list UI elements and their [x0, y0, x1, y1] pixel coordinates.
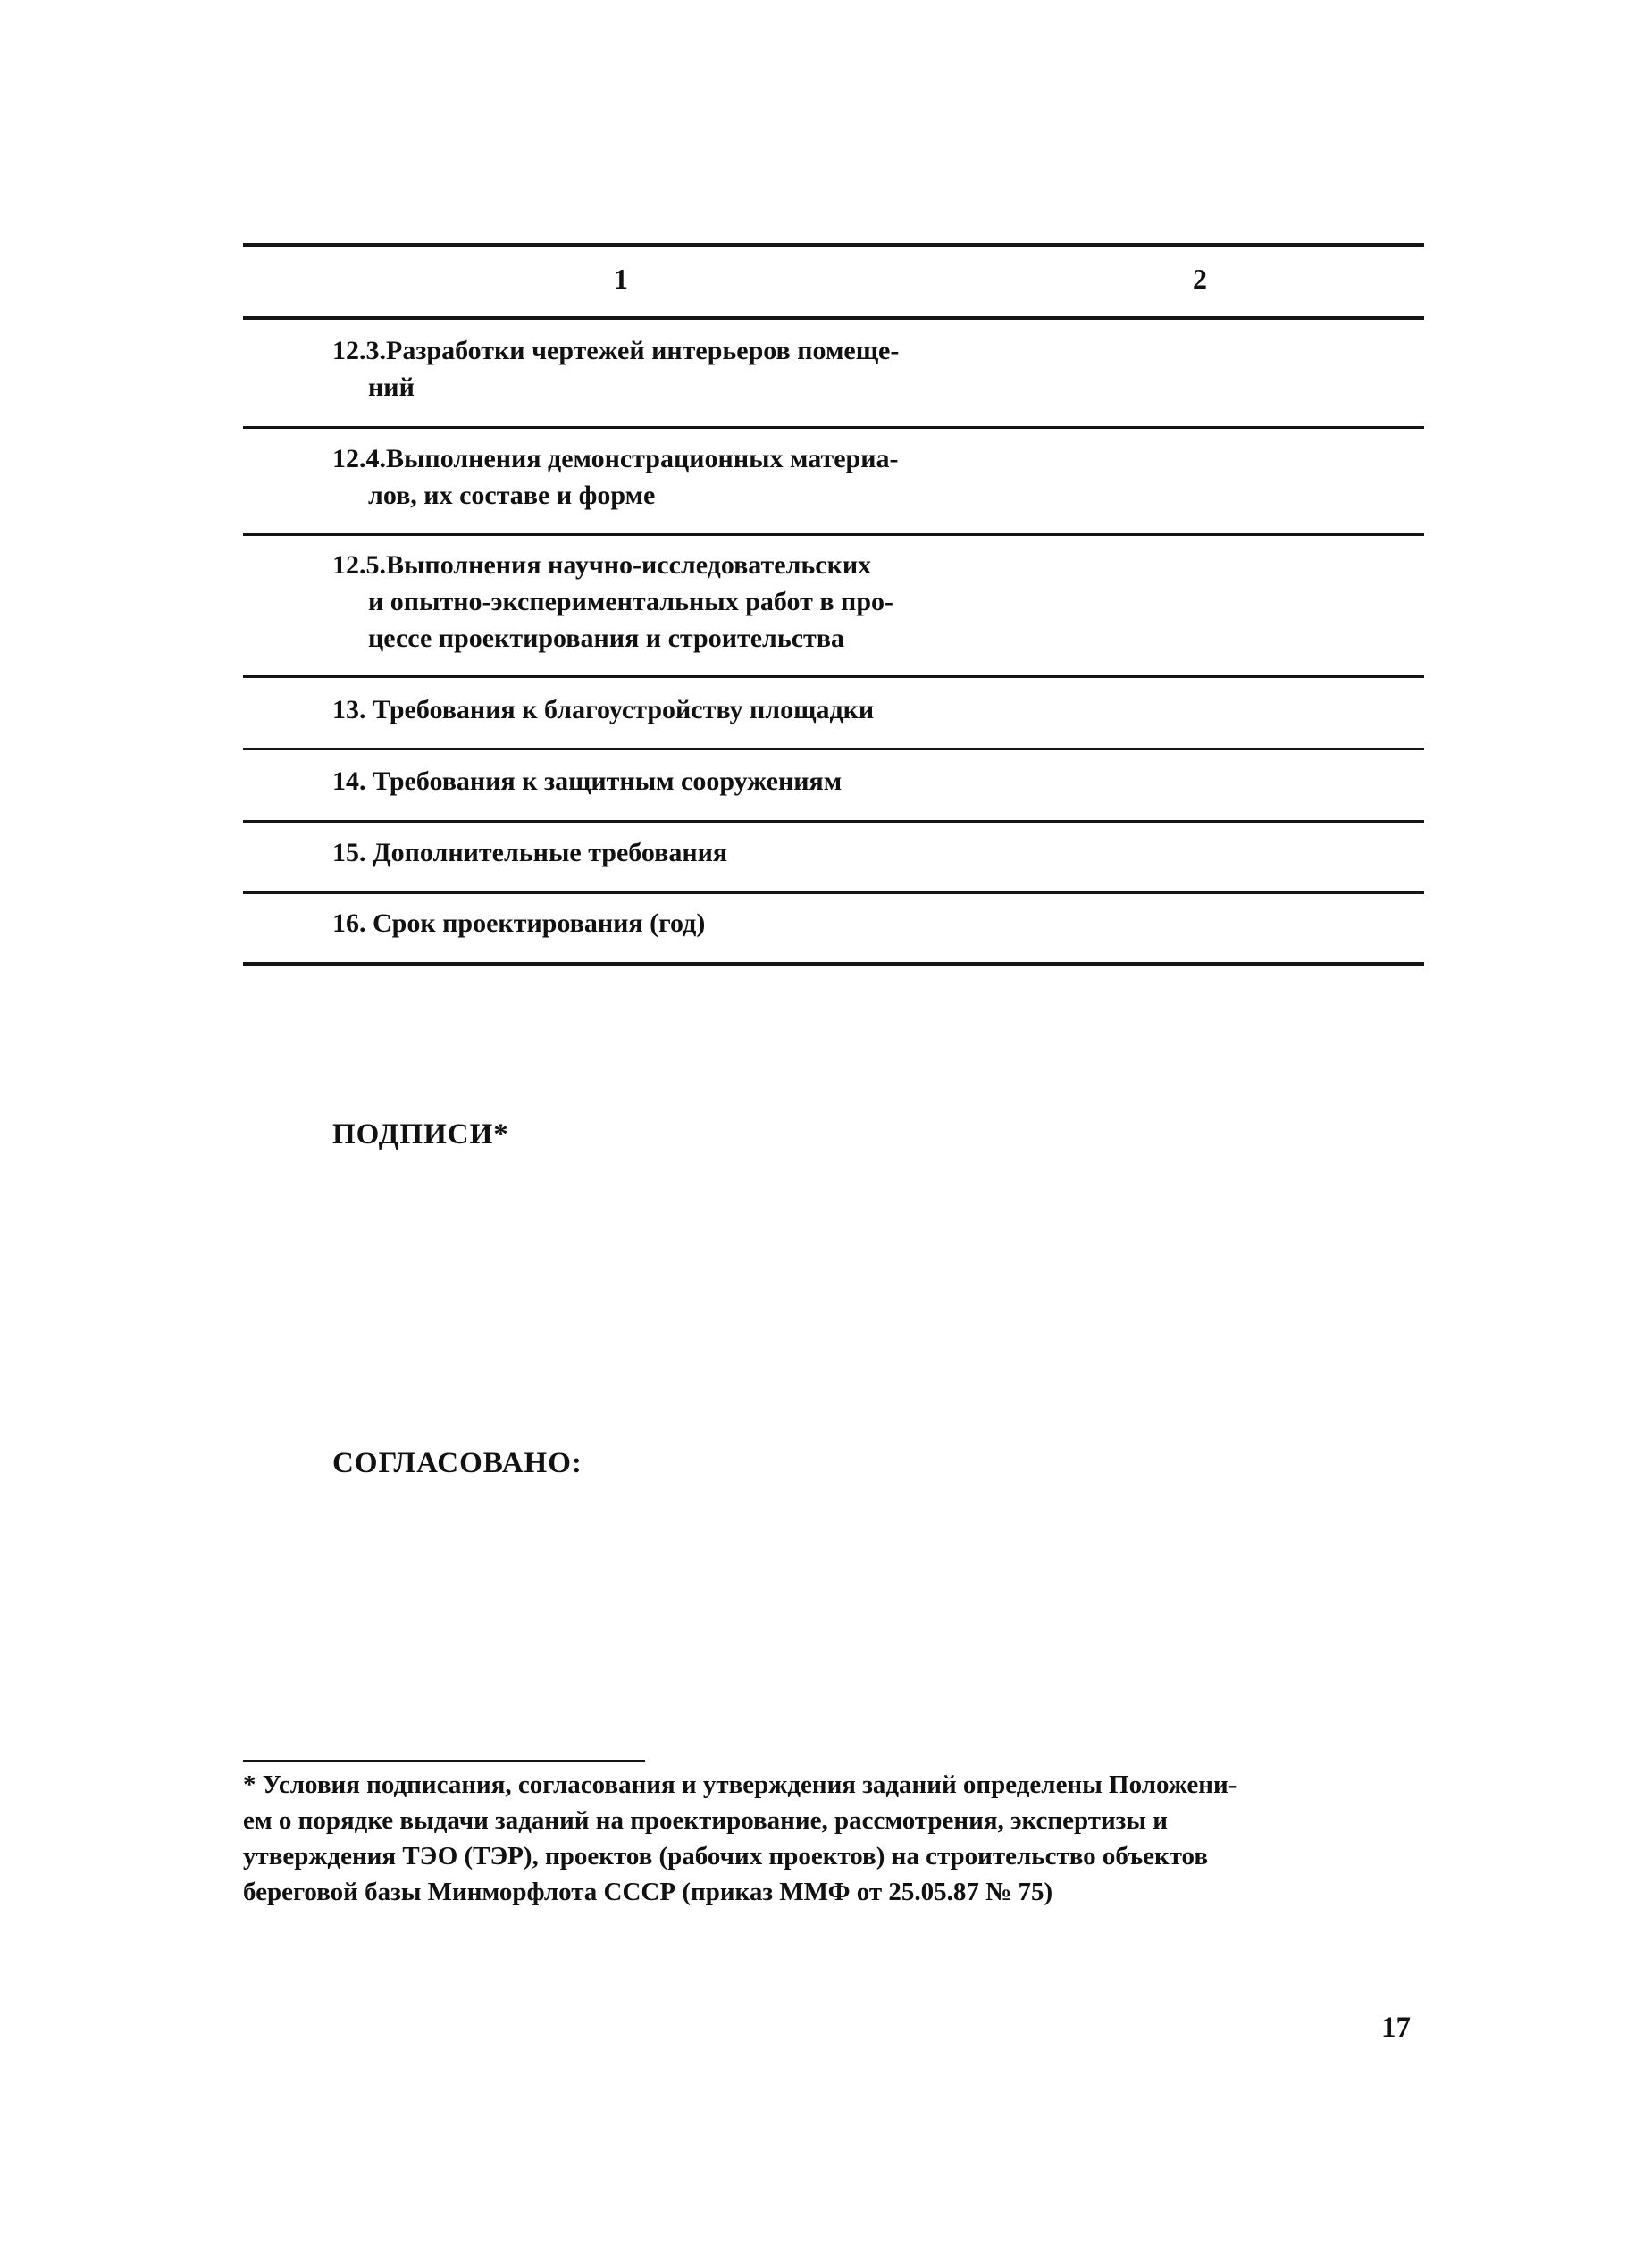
table-row-16	[332, 905, 1226, 942]
header-bottom-rule	[243, 316, 1424, 320]
agreed-heading: СОГЛАСОВАНО:	[332, 1447, 583, 1479]
row-text-line: лов, их составе и форме	[368, 481, 656, 510]
row-text-line: 13. Требования к благоустройству площадки	[332, 695, 875, 724]
signatures-heading: ПОДПИСИ*	[332, 1118, 509, 1151]
footnote-separator	[243, 1760, 645, 1762]
row-text-line: и опытно-экспериментальных работ в про-	[368, 587, 893, 616]
row-text-line: 15. Дополнительные требования	[332, 838, 728, 867]
row-divider	[243, 533, 1424, 536]
footnote-line: ем о порядке выдачи заданий на проектирование, рассмотрения, экспертизы и	[243, 1806, 1168, 1835]
page-number: 17	[1381, 2012, 1411, 2044]
table-row-12-5	[332, 547, 1226, 657]
row-text-line: цессе проектирования и строительства	[368, 623, 844, 653]
row-text-line: ний	[368, 372, 415, 402]
row-text-line: 14. Требования к защитным сооружениям	[332, 766, 843, 796]
footnote-line: * Условия подписания, согласования и утверждения заданий определены Положени-	[243, 1770, 1237, 1799]
row-text-line: 12.3.Разработки чертежей интерьеров помеще-	[332, 336, 900, 365]
footnote	[243, 1767, 1427, 1910]
table-top-rule	[243, 243, 1424, 247]
row-text-line: 12.4.Выполнения демонстрационных материа-	[332, 444, 899, 473]
row-divider	[243, 675, 1424, 678]
table-bottom-rule	[243, 962, 1424, 966]
table-row-12-3	[332, 332, 1226, 406]
table-row-14	[332, 763, 1226, 799]
table-row-15	[332, 834, 1226, 871]
column-header-2: 2	[1193, 263, 1207, 295]
row-divider	[243, 820, 1424, 823]
row-divider	[243, 426, 1424, 429]
table-row-13	[332, 691, 1226, 728]
column-header-1: 1	[614, 263, 628, 295]
row-text-line: 16. Срок проектирования (год)	[332, 908, 706, 938]
row-divider	[243, 748, 1424, 750]
footnote-line: утверждения ТЭО (ТЭР), проектов (рабочих проектов) на строительство объектов	[243, 1842, 1208, 1870]
footnote-line: береговой базы Минморфлота СССР (приказ ММФ от 25.05.87 № 75)	[243, 1878, 1053, 1906]
table-row-12-4	[332, 440, 1226, 514]
row-text-line: 12.5.Выполнения научно-исследовательских	[332, 550, 872, 580]
row-divider	[243, 891, 1424, 894]
